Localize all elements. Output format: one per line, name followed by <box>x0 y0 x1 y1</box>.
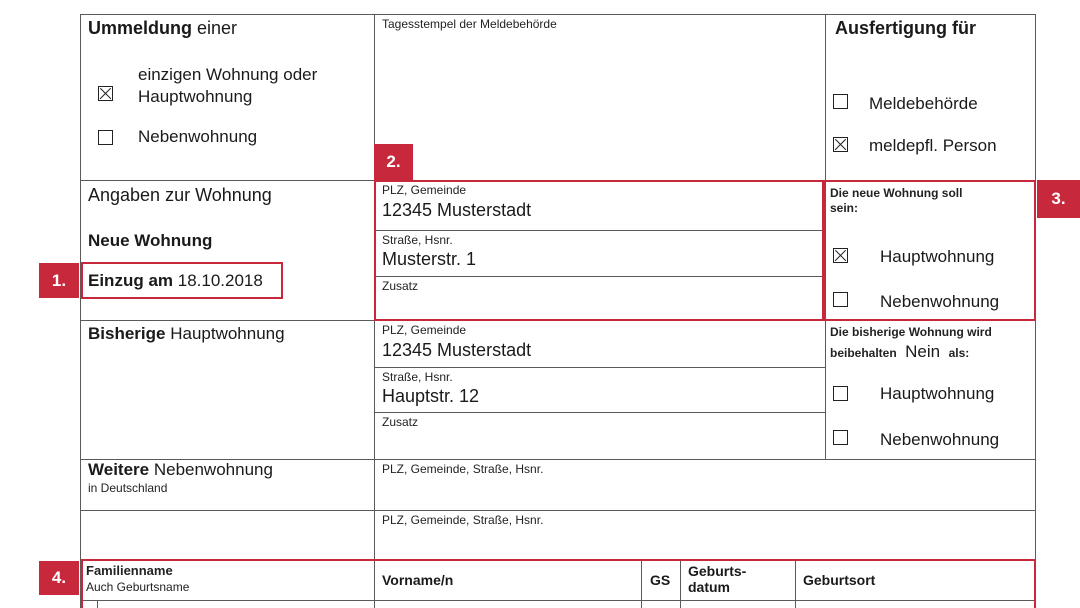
old-kept-value[interactable]: Nein <box>905 342 941 361</box>
old-plz-label: PLZ, Gemeinde <box>382 323 467 337</box>
further-home-title-rest: Nebenwohnung <box>149 460 273 479</box>
old-kept-question: Die bisherige Wohnung wird <box>830 325 992 339</box>
old-home-title <box>88 324 285 344</box>
main-residence-label-line1: einzigen Wohnung oder <box>138 65 318 84</box>
stamp-label: Tagesstempel der Meldebehörde <box>382 17 557 31</box>
badge-step-4: 4. <box>39 561 79 595</box>
highlight-new-status <box>822 180 1036 321</box>
new-status-main-label: Hauptwohnung <box>880 247 995 266</box>
col-birthplace: Geburtsort <box>803 572 876 588</box>
old-kept-main-label: Hauptwohnung <box>880 384 995 403</box>
old-kept-secondary-label: Nebenwohnung <box>880 430 1000 449</box>
copy-person-label: meldepfl. Person <box>869 136 997 155</box>
old-plz-value[interactable]: 12345 Musterstadt <box>382 340 532 360</box>
badge-step-3: 3. <box>1037 180 1080 218</box>
form-title <box>88 18 237 39</box>
badge-step-1: 1. <box>39 263 79 298</box>
copy-office-checkbox[interactable] <box>833 94 848 109</box>
new-status-line2: sein: <box>830 201 859 215</box>
new-home-title: Neue Wohnung <box>88 231 213 250</box>
form-title-bold: Ummeldung <box>88 18 193 38</box>
new-plz-value[interactable]: 12345 Musterstadt <box>382 200 532 220</box>
highlight-move-in <box>81 262 283 299</box>
main-residence-checkbox[interactable] <box>98 86 113 101</box>
copy-for-title: Ausfertigung für <box>835 18 976 38</box>
col-first-name: Vorname/n <box>382 572 454 588</box>
new-street-value[interactable]: Musterstr. 1 <box>382 249 477 269</box>
new-status-secondary-label: Nebenwohnung <box>880 292 1000 311</box>
further-home-title-bold: Weitere <box>88 460 150 479</box>
move-in-label: Einzug am <box>88 271 174 290</box>
old-kept-secondary-checkbox[interactable] <box>833 430 848 445</box>
new-plz-label: PLZ, Gemeinde <box>382 183 467 197</box>
new-extra-label: Zusatz <box>382 279 419 293</box>
old-kept-main-checkbox[interactable] <box>833 386 848 401</box>
move-in-date: 18.10.2018 <box>177 271 263 290</box>
badge-step-2: 2. <box>374 144 413 180</box>
old-home-title-bold: Bisherige <box>88 324 166 343</box>
further-home-subtitle: in Deutschland <box>88 481 168 495</box>
copy-person-checkbox[interactable] <box>833 137 848 152</box>
further-address-label-1: PLZ, Gemeinde, Straße, Hsnr. <box>382 462 544 476</box>
further-home-title <box>88 460 273 480</box>
col-birthdate-line2: datum <box>688 579 730 595</box>
main-residence-label-line2: Hauptwohnung <box>138 87 253 106</box>
highlight-person-table <box>81 559 1036 608</box>
old-home-title-rest: Hauptwohnung <box>165 324 285 343</box>
old-extra-label: Zusatz <box>382 415 419 429</box>
section-title-dwelling: Angaben zur Wohnung <box>88 185 272 205</box>
secondary-residence-checkbox[interactable] <box>98 130 113 145</box>
further-address-label-2: PLZ, Gemeinde, Straße, Hsnr. <box>382 513 544 527</box>
new-street-label: Straße, Hsnr. <box>382 233 453 247</box>
old-kept-line-a: beibehalten <box>830 346 897 360</box>
old-street-value[interactable]: Hauptstr. 12 <box>382 386 480 406</box>
col-gs: GS <box>650 572 671 588</box>
old-kept-line <box>830 342 969 362</box>
col-family-name-sub: Auch Geburtsname <box>86 580 190 594</box>
form-title-rest: einer <box>192 18 238 38</box>
old-kept-line-b: als: <box>948 346 970 360</box>
highlight-new-address <box>374 180 826 321</box>
main-residence-label <box>138 64 317 108</box>
secondary-residence-label: Nebenwohnung <box>138 127 258 146</box>
new-status-line1: Die neue Wohnung soll <box>830 186 963 200</box>
col-birthdate-line1: Geburts- <box>688 563 747 579</box>
old-street-label: Straße, Hsnr. <box>382 370 453 384</box>
col-family-name: Familienname <box>86 563 173 578</box>
copy-office-label: Meldebehörde <box>869 94 978 113</box>
